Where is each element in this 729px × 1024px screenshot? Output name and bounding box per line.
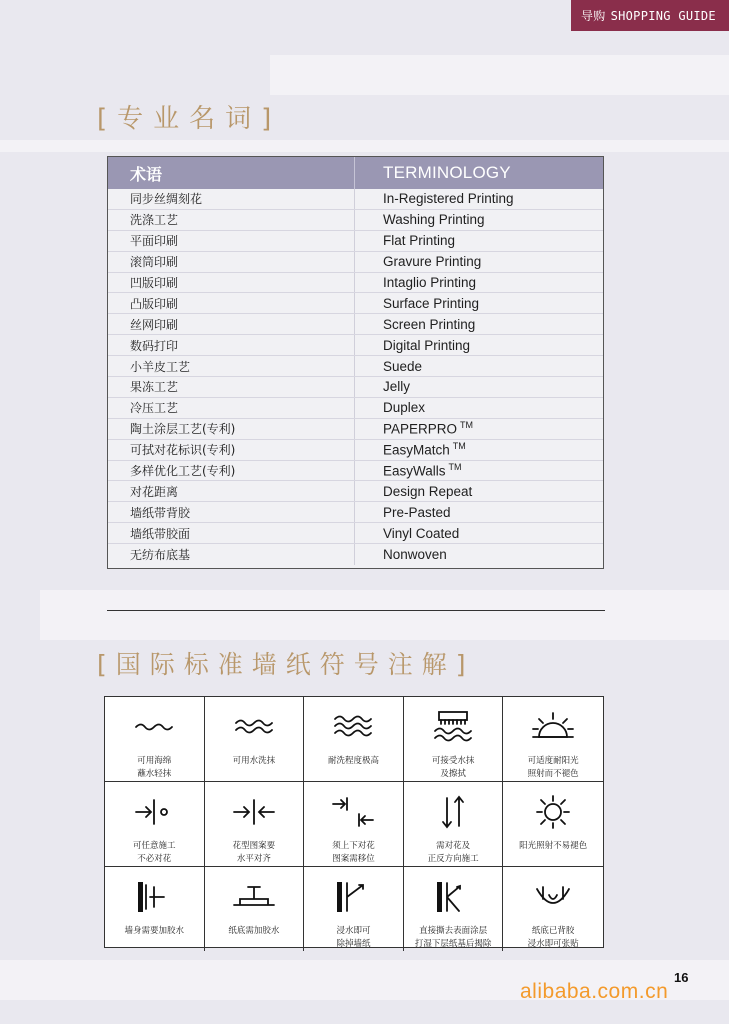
symbol-label: 纸底需加胶水 <box>228 926 280 936</box>
symbol-cell <box>105 867 205 951</box>
term-cn: 平面印刷 <box>108 231 355 251</box>
extra-washable-wave-icon <box>329 709 377 749</box>
term-cn: 墙纸带胶面 <box>108 523 355 543</box>
term-en <box>355 462 462 479</box>
term-en-text: Suede <box>383 358 423 374</box>
table-body <box>108 189 603 565</box>
symbol-cell <box>404 782 504 867</box>
trademark-mark: TM <box>452 441 466 452</box>
term-en-text: Digital Printing <box>383 337 471 353</box>
offset-match-icon <box>329 794 377 834</box>
term-en-text: EasyWalls <box>383 463 446 479</box>
symbol-cell <box>205 867 305 951</box>
sponge-wave-icon <box>130 709 178 749</box>
table-row <box>108 461 603 482</box>
terminology-table <box>107 156 604 569</box>
term-en-text: Design Repeat <box>383 483 473 499</box>
term-en-text: EasyMatch <box>383 442 450 458</box>
trademark-mark: TM <box>448 462 462 473</box>
term-cn: 凸版印刷 <box>108 293 355 313</box>
wallpaper-symbol-grid <box>104 696 604 948</box>
term-en <box>355 505 451 520</box>
paste-wall-icon <box>130 879 178 919</box>
shopping-guide-banner <box>571 0 729 31</box>
term-en-text: Screen Printing <box>383 316 476 332</box>
symbol-cell <box>205 782 305 867</box>
paste-paper-icon <box>230 879 278 919</box>
symbol-label: 可用水洗抹 <box>232 756 276 766</box>
term-en-text: PAPERPRO <box>383 421 458 437</box>
term-cn: 凹版印刷 <box>108 273 355 293</box>
background-stripe <box>0 140 729 152</box>
symbol-cell <box>304 782 404 867</box>
symbol-cell <box>205 697 305 782</box>
banner-cn-label: 导购 <box>581 9 606 23</box>
term-cn: 果冻工艺 <box>108 377 355 397</box>
term-en-text: Duplex <box>383 400 426 416</box>
term-en-text: Jelly <box>383 379 411 395</box>
table-row <box>108 252 603 273</box>
term-en-text: Pre-Pasted <box>383 504 451 520</box>
symbol-cell <box>503 867 603 951</box>
term-en <box>355 212 485 227</box>
term-en <box>355 233 455 248</box>
table-row <box>108 335 603 356</box>
reverse-hanging-icon <box>429 794 477 834</box>
symbol-cell <box>503 782 603 867</box>
term-en <box>355 191 514 206</box>
symbol-label: 须上下对花 图案需移位 <box>332 841 375 864</box>
table-row <box>108 210 603 231</box>
symbol-label: 可任意施工 不必对花 <box>133 841 176 864</box>
strippable-icon <box>329 879 377 919</box>
term-cn: 多样优化工艺(专利) <box>108 461 355 481</box>
washable-wave-icon <box>230 709 278 749</box>
open-bracket: [ <box>97 650 116 679</box>
term-en-text: Gravure Printing <box>383 254 482 270</box>
half-sun-icon <box>529 709 577 749</box>
table-row <box>108 440 603 461</box>
header-cn: 术语 <box>108 157 355 189</box>
close-bracket: ] <box>261 104 282 134</box>
term-cn: 可拭对花标识(专利) <box>108 440 355 460</box>
table-row <box>108 523 603 544</box>
term-en-text: Intaglio Printing <box>383 275 477 290</box>
table-row <box>108 502 603 523</box>
term-en-text: Flat Printing <box>383 233 456 249</box>
prepasted-icon <box>529 879 577 919</box>
term-en <box>355 275 476 290</box>
term-en <box>355 441 466 458</box>
background-stripe <box>270 55 729 95</box>
table-row <box>108 398 603 419</box>
term-en <box>355 296 479 311</box>
table-row <box>108 544 603 565</box>
terminology-section-title <box>97 98 281 135</box>
term-en <box>355 359 422 374</box>
scrubbable-brush-icon <box>429 709 477 749</box>
table-row <box>108 481 603 502</box>
term-cn: 无纺布底基 <box>108 544 355 565</box>
table-row <box>108 189 603 210</box>
table-row <box>108 231 603 252</box>
table-row <box>108 356 603 377</box>
section-divider <box>107 610 605 611</box>
term-en-text: Nonwoven <box>383 547 447 563</box>
term-cn: 同步丝绸刻花 <box>108 189 355 209</box>
symbol-label: 需对花及 正反方向施工 <box>427 841 479 864</box>
term-cn: 冷压工艺 <box>108 398 355 418</box>
term-en <box>355 254 481 269</box>
term-en <box>355 484 472 499</box>
term-cn: 滚筒印刷 <box>108 252 355 272</box>
term-en-text: Vinyl Coated <box>383 525 460 541</box>
table-header-row <box>108 157 603 189</box>
term-cn: 小羊皮工艺 <box>108 356 355 376</box>
term-cn: 墙纸带背胶 <box>108 502 355 522</box>
watermark-text: alibaba.com.cn <box>520 980 669 1003</box>
term-cn: 陶土涂层工艺(专利) <box>108 419 355 439</box>
term-cn: 数码打印 <box>108 335 355 355</box>
symbol-cell <box>304 867 404 951</box>
table-row <box>108 377 603 398</box>
symbol-label: 可接受水抹 及擦拭 <box>431 756 475 779</box>
table-row <box>108 273 603 294</box>
table-row <box>108 314 603 335</box>
symbol-label: 墙身需要加胶水 <box>124 926 185 936</box>
symbol-label: 花型图案要 水平对齐 <box>232 841 276 864</box>
term-en <box>355 526 459 541</box>
term-en <box>355 379 410 394</box>
term-en <box>355 317 475 332</box>
symbol-label: 阳光照射不易褪色 <box>519 841 588 851</box>
trademark-mark: TM <box>460 420 474 431</box>
term-cn: 丝网印刷 <box>108 314 355 334</box>
symbol-label: 耐洗程度极高 <box>327 756 379 766</box>
symbol-label: 浸水即可 除掉墙纸 <box>336 926 371 949</box>
peelable-icon <box>429 879 477 919</box>
symbol-cell <box>503 697 603 782</box>
close-bracket: ] <box>455 650 475 679</box>
open-bracket: [ <box>97 104 118 134</box>
header-en: TERMINOLOGY <box>383 163 511 182</box>
term-cn: 洗涤工艺 <box>108 210 355 230</box>
table-row <box>108 419 603 440</box>
page-number: 16 <box>674 970 689 985</box>
term-en <box>355 420 473 437</box>
full-sun-icon <box>529 794 577 834</box>
term-en <box>355 338 470 353</box>
symbol-label: 可用海绵 蘸水轻抹 <box>137 756 172 779</box>
term-cn: 对花距离 <box>108 481 355 501</box>
term-en-text: Washing Printing <box>383 212 485 228</box>
term-en-text: Surface Printing <box>383 295 480 311</box>
table-row <box>108 293 603 314</box>
symbols-section-title <box>97 645 475 681</box>
symbol-cell <box>404 867 504 951</box>
symbol-cell <box>304 697 404 782</box>
symbol-label: 可适度耐阳光 照射而不褪色 <box>527 756 579 779</box>
terminology-title-text: 专业名词 <box>117 104 262 134</box>
term-en <box>355 400 425 415</box>
background-stripe <box>40 590 729 640</box>
banner-en-label: SHOPPING GUIDE <box>610 8 716 23</box>
symbol-label: 直接撕去表面涂层 打湿下层纸基后揭除 <box>414 926 492 949</box>
straight-match-icon <box>230 794 278 834</box>
symbols-title-text: 国际标准墙纸符号注解 <box>115 650 456 679</box>
symbol-cell <box>404 697 504 782</box>
free-match-icon <box>130 794 178 834</box>
symbol-cell <box>105 782 205 867</box>
term-en-text: In-Registered Printing <box>383 191 514 207</box>
symbol-label: 纸底已背胶 浸水即可张贴 <box>527 926 579 949</box>
term-en <box>355 547 447 562</box>
symbol-cell <box>105 697 205 782</box>
